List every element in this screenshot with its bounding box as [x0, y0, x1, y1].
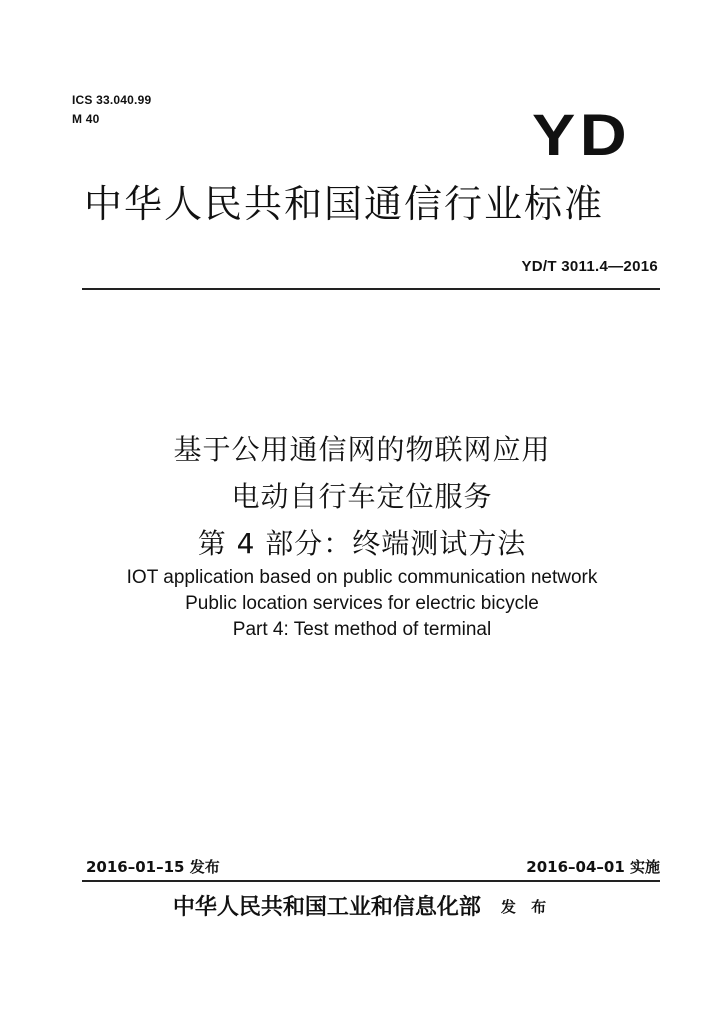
title-cn-line-3: 第 4 部分：终端测试方法 — [197, 527, 527, 560]
title-en-line-3: Part 4: Test method of terminal — [232, 619, 492, 640]
yd-logo: YD — [532, 103, 632, 168]
issue-date: 2016–01–15 发布 — [86, 858, 220, 876]
top-divider — [82, 288, 660, 290]
bottom-divider — [82, 880, 660, 882]
ics-code: ICS 33.040.99 — [72, 93, 152, 107]
title-en-line-2: Public location services for electric bicycle — [185, 593, 539, 614]
title-cn-line-1: 基于公用通信网的物联网应用 — [173, 433, 551, 466]
title-en-line-1: IOT application based on public communication network — [126, 567, 598, 588]
implementation-date: 2016–04–01 实施 — [526, 858, 660, 876]
issue-label: 发 布 — [500, 898, 552, 916]
issuing-authority: 中华人民共和国工业和信息化部 — [172, 894, 481, 920]
title-cn-line-2: 电动自行车定位服务 — [231, 480, 493, 513]
classification-code: M 40 — [72, 112, 100, 126]
standard-number: YD/T 3011.4—2016 — [521, 258, 658, 275]
industry-standard-title: 中华人民共和国通信行业标准 — [84, 182, 605, 226]
issuer-row — [0, 890, 724, 921]
